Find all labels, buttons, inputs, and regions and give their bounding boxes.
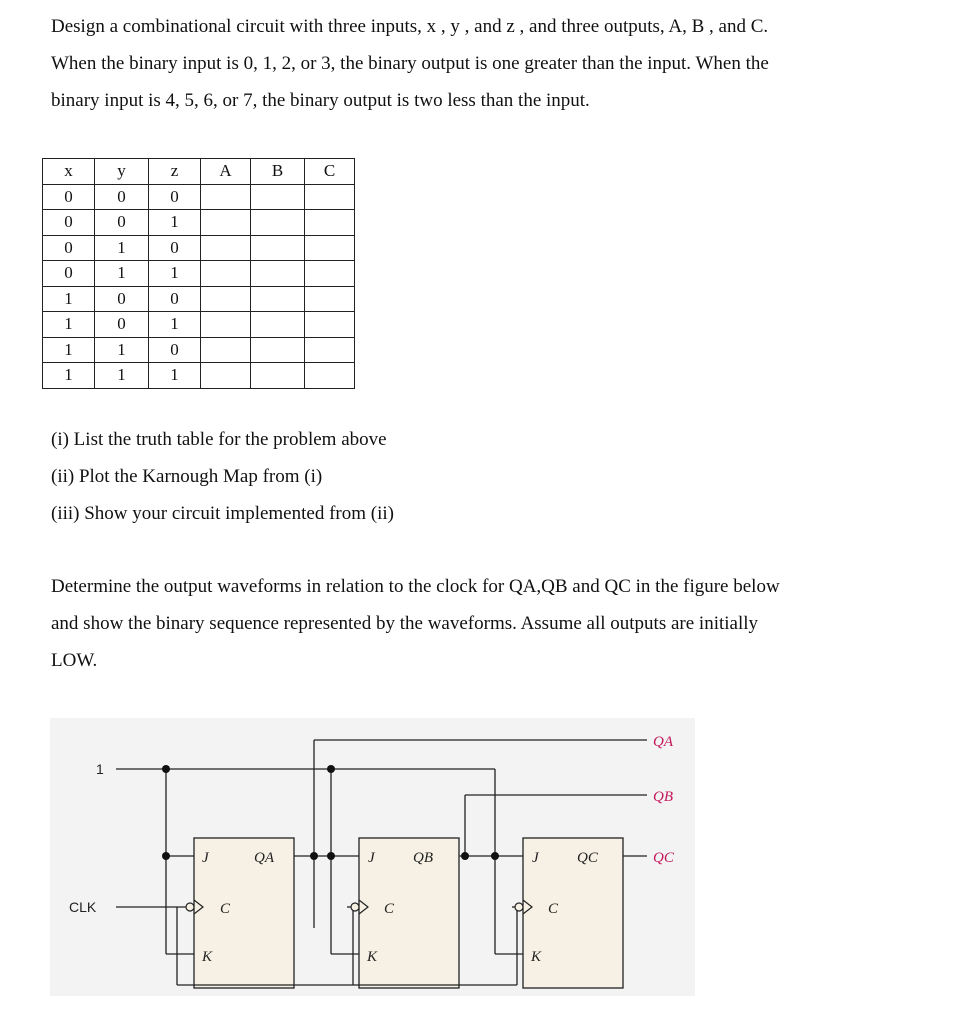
header-z: z bbox=[149, 159, 201, 185]
ff-c-j-label: J bbox=[532, 850, 539, 866]
cell bbox=[251, 312, 305, 338]
cell: 0 bbox=[95, 286, 149, 312]
output-qa-label: QA bbox=[653, 734, 673, 750]
cell: 0 bbox=[149, 337, 201, 363]
problem2-line: and show the binary sequence represented by the waveforms. Assume all outputs are initially bbox=[51, 613, 759, 634]
ff-c-c-label: C bbox=[548, 901, 559, 917]
cell: 0 bbox=[43, 184, 95, 210]
cell bbox=[201, 337, 251, 363]
cell bbox=[305, 337, 355, 363]
ff-c-k-label: K bbox=[531, 949, 542, 965]
ff-c-q-label: QC bbox=[577, 850, 598, 866]
problem2-line: LOW. bbox=[51, 650, 98, 671]
table-row bbox=[43, 235, 355, 261]
cell bbox=[305, 261, 355, 287]
clock-label: CLK bbox=[69, 899, 97, 915]
ff-b-q-label: QB bbox=[413, 850, 433, 866]
cell: 0 bbox=[149, 286, 201, 312]
cell: 1 bbox=[95, 337, 149, 363]
cell bbox=[201, 184, 251, 210]
question-item: (ii) Plot the Karnough Map from (i) bbox=[51, 466, 323, 487]
header-y: y bbox=[95, 159, 149, 185]
cell: 0 bbox=[43, 235, 95, 261]
cell bbox=[305, 235, 355, 261]
cell bbox=[251, 337, 305, 363]
cell bbox=[201, 286, 251, 312]
cell: 1 bbox=[43, 363, 95, 389]
cell bbox=[201, 235, 251, 261]
cell bbox=[305, 286, 355, 312]
cell: 1 bbox=[95, 261, 149, 287]
table-row bbox=[43, 337, 355, 363]
problem1-line: Design a combinational circuit with three inputs, x , y , and z , and three outputs, A, B , and C. bbox=[51, 16, 769, 37]
cell: 0 bbox=[149, 184, 201, 210]
cell bbox=[201, 312, 251, 338]
cell: 0 bbox=[95, 210, 149, 236]
question-item: (i) List the truth table for the problem above bbox=[51, 429, 387, 450]
cell bbox=[251, 261, 305, 287]
cell bbox=[251, 286, 305, 312]
table-row bbox=[43, 261, 355, 287]
cell bbox=[251, 210, 305, 236]
cell bbox=[201, 210, 251, 236]
truth-table-header-row bbox=[43, 159, 355, 185]
cell: 1 bbox=[43, 312, 95, 338]
ff-a-c-label: C bbox=[220, 901, 231, 917]
problem1-line: When the binary input is 0, 1, 2, or 3, the binary output is one greater than the input. When the bbox=[51, 53, 769, 74]
flip-flop-a bbox=[194, 838, 294, 988]
question-item: (iii) Show your circuit implemented from (ii) bbox=[51, 503, 394, 524]
cell: 0 bbox=[95, 184, 149, 210]
ff-a-j-label: J bbox=[202, 850, 209, 866]
cell: 0 bbox=[95, 312, 149, 338]
flip-flop-circuit bbox=[50, 718, 700, 1000]
table-row bbox=[43, 312, 355, 338]
cell bbox=[305, 312, 355, 338]
cell: 1 bbox=[43, 286, 95, 312]
problem1-line: binary input is 4, 5, 6, or 7, the binary output is two less than the input. bbox=[51, 90, 590, 111]
input-one-label: 1 bbox=[96, 761, 104, 777]
output-qb-label: QB bbox=[653, 789, 673, 805]
ff-a-q-label: QA bbox=[254, 850, 274, 866]
cell: 1 bbox=[95, 363, 149, 389]
cell: 0 bbox=[43, 210, 95, 236]
cell bbox=[201, 363, 251, 389]
header-b: B bbox=[251, 159, 305, 185]
cell bbox=[305, 210, 355, 236]
ff-b-j-label: J bbox=[368, 850, 375, 866]
cell bbox=[305, 363, 355, 389]
cell bbox=[251, 184, 305, 210]
ff-b-c-label: C bbox=[384, 901, 395, 917]
cell: 1 bbox=[149, 363, 201, 389]
cell: 1 bbox=[149, 210, 201, 236]
truth-table bbox=[42, 158, 355, 389]
table-row bbox=[43, 210, 355, 236]
question-list bbox=[51, 421, 394, 532]
header-x: x bbox=[43, 159, 95, 185]
header-a: A bbox=[201, 159, 251, 185]
table-row bbox=[43, 184, 355, 210]
cell: 0 bbox=[43, 261, 95, 287]
cell bbox=[251, 363, 305, 389]
table-row bbox=[43, 286, 355, 312]
problem2-text bbox=[51, 568, 951, 679]
ff-b-k-label: K bbox=[367, 949, 378, 965]
cell: 1 bbox=[149, 261, 201, 287]
output-qc-label: QC bbox=[653, 850, 674, 866]
cell: 1 bbox=[43, 337, 95, 363]
problem2-line: Determine the output waveforms in relation to the clock for QA,QB and QC in the figure below bbox=[51, 576, 780, 597]
cell: 1 bbox=[95, 235, 149, 261]
table-row bbox=[43, 363, 355, 389]
cell bbox=[201, 261, 251, 287]
cell: 1 bbox=[149, 312, 201, 338]
cell bbox=[305, 184, 355, 210]
ff-a-k-label: K bbox=[202, 949, 213, 965]
cell bbox=[251, 235, 305, 261]
cell: 0 bbox=[149, 235, 201, 261]
header-c: C bbox=[305, 159, 355, 185]
problem1-text bbox=[51, 8, 951, 119]
